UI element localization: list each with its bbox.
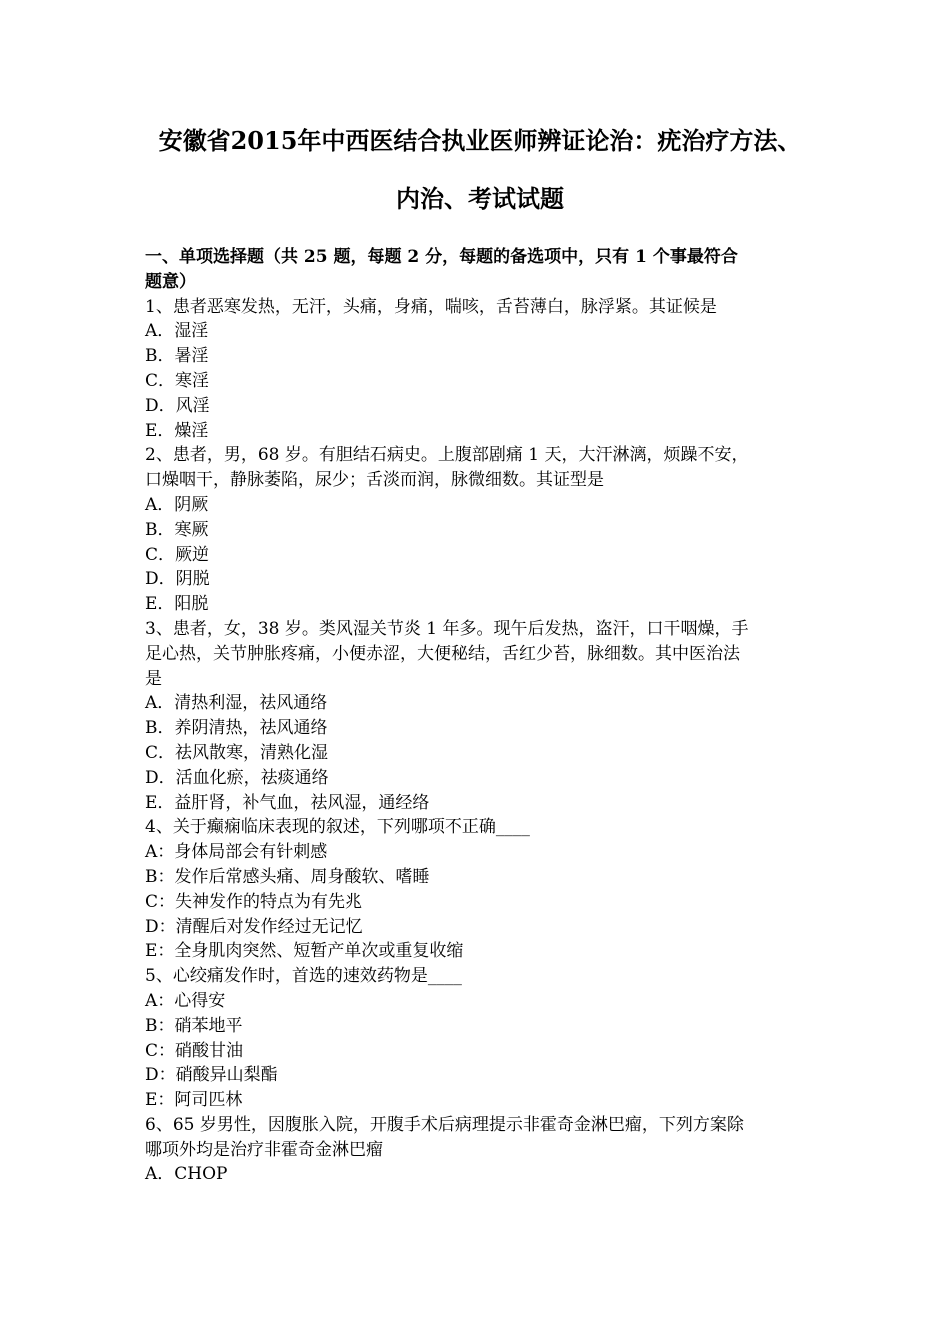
section-heading-line-2: 题意）: [145, 271, 196, 292]
answer-option: B．寒厥: [145, 519, 209, 540]
answer-option: C．祛风散寒，清熟化湿: [145, 742, 329, 763]
document-page: [145, 112, 815, 1187]
answer-option: E．阳脱: [145, 594, 209, 615]
document-title: [145, 112, 815, 228]
answer-option: A．湿淫: [145, 321, 209, 342]
question-stem-line: 2、患者，男，68 岁。有胆结石病史。上腹部剧痛 1 天，大汗淋漓，烦躁不安，: [145, 445, 749, 466]
answer-option: E：全身肌肉突然、短暂产单次或重复收缩: [145, 941, 464, 962]
answer-option: C：硝酸甘油: [145, 1040, 244, 1061]
question-6: [145, 1113, 815, 1187]
answer-option: A：身体局部会有针刺感: [145, 842, 328, 863]
question-stem-line: 5、心绞痛发作时，首选的速效药物是____: [145, 966, 462, 987]
question-3: [145, 617, 815, 815]
question-stem-line: 1、患者恶寒发热，无汗，头痛，身痛，喘咳，舌苔薄白，脉浮紧。其证候是: [145, 296, 717, 317]
answer-option: C．寒淫: [145, 370, 210, 391]
answer-option: D．活血化瘀，祛痰通络: [145, 767, 329, 788]
answer-option: C．厥逆: [145, 544, 210, 565]
question-stem-line: 3、患者，女，38 岁。类风湿关节炎 1 年多。现午后发热，盗汗，口干咽燥，手: [145, 618, 749, 639]
question-1: [145, 295, 815, 444]
question-stem-line: 足心热，关节肿胀疼痛，小便赤涩，大便秘结，舌红少苔，脉细数。其中医治法: [145, 643, 740, 664]
question-stem-line: 6、65 岁男性，因腹胀入院，开腹手术后病理提示非霍奇金淋巴瘤，下列方案除: [145, 1114, 744, 1135]
answer-option: E．益肝肾，补气血，祛风湿，通经络: [145, 792, 430, 813]
answer-option: B．养阴清热，祛风通络: [145, 718, 328, 739]
answer-option: E：阿司匹林: [145, 1090, 243, 1111]
title-line-2: 内治、考试试题: [396, 184, 564, 213]
answer-option: D．阴脱: [145, 569, 210, 590]
answer-option: B．暑淫: [145, 346, 209, 367]
question-stem-line: 是: [145, 668, 162, 689]
answer-option: E．燥淫: [145, 420, 209, 441]
answer-option: D．风淫: [145, 395, 210, 416]
answer-option: B：硝苯地平: [145, 1015, 243, 1036]
answer-option: A．CHOP: [145, 1164, 228, 1185]
question-stem-line: 4、关于癫痫临床表现的叙述，下列哪项不正确____: [145, 817, 530, 838]
question-4: [145, 815, 815, 964]
answer-option: A．阴厥: [145, 494, 209, 515]
answer-option: D：清醒后对发作经过无记忆: [145, 916, 363, 937]
answer-option: D：硝酸异山梨酯: [145, 1065, 278, 1086]
answer-option: A．清热利湿，祛风通络: [145, 693, 328, 714]
answer-option: A：心得安: [145, 990, 226, 1011]
question-stem-line: 口燥咽干，静脉萎陷，尿少；舌淡而润，脉微细数。其证型是: [145, 470, 604, 491]
question-list: [145, 295, 815, 1188]
question-stem-line: 哪项外均是治疗非霍奇金淋巴瘤: [145, 1139, 383, 1160]
title-line-1: 安徽省2015年中西医结合执业医师辨证论治：疣治疗方法、: [158, 126, 802, 155]
answer-option: B：发作后常感头痛、周身酸软、嗜睡: [145, 866, 430, 887]
question-2: [145, 443, 815, 617]
question-5: [145, 964, 815, 1113]
answer-option: C：失神发作的特点为有先兆: [145, 891, 363, 912]
section-heading: [145, 245, 815, 295]
section-heading-line-1: 一、单项选择题（共 25 题，每题 2 分，每题的备选项中，只有 1 个事最符合: [145, 247, 738, 267]
